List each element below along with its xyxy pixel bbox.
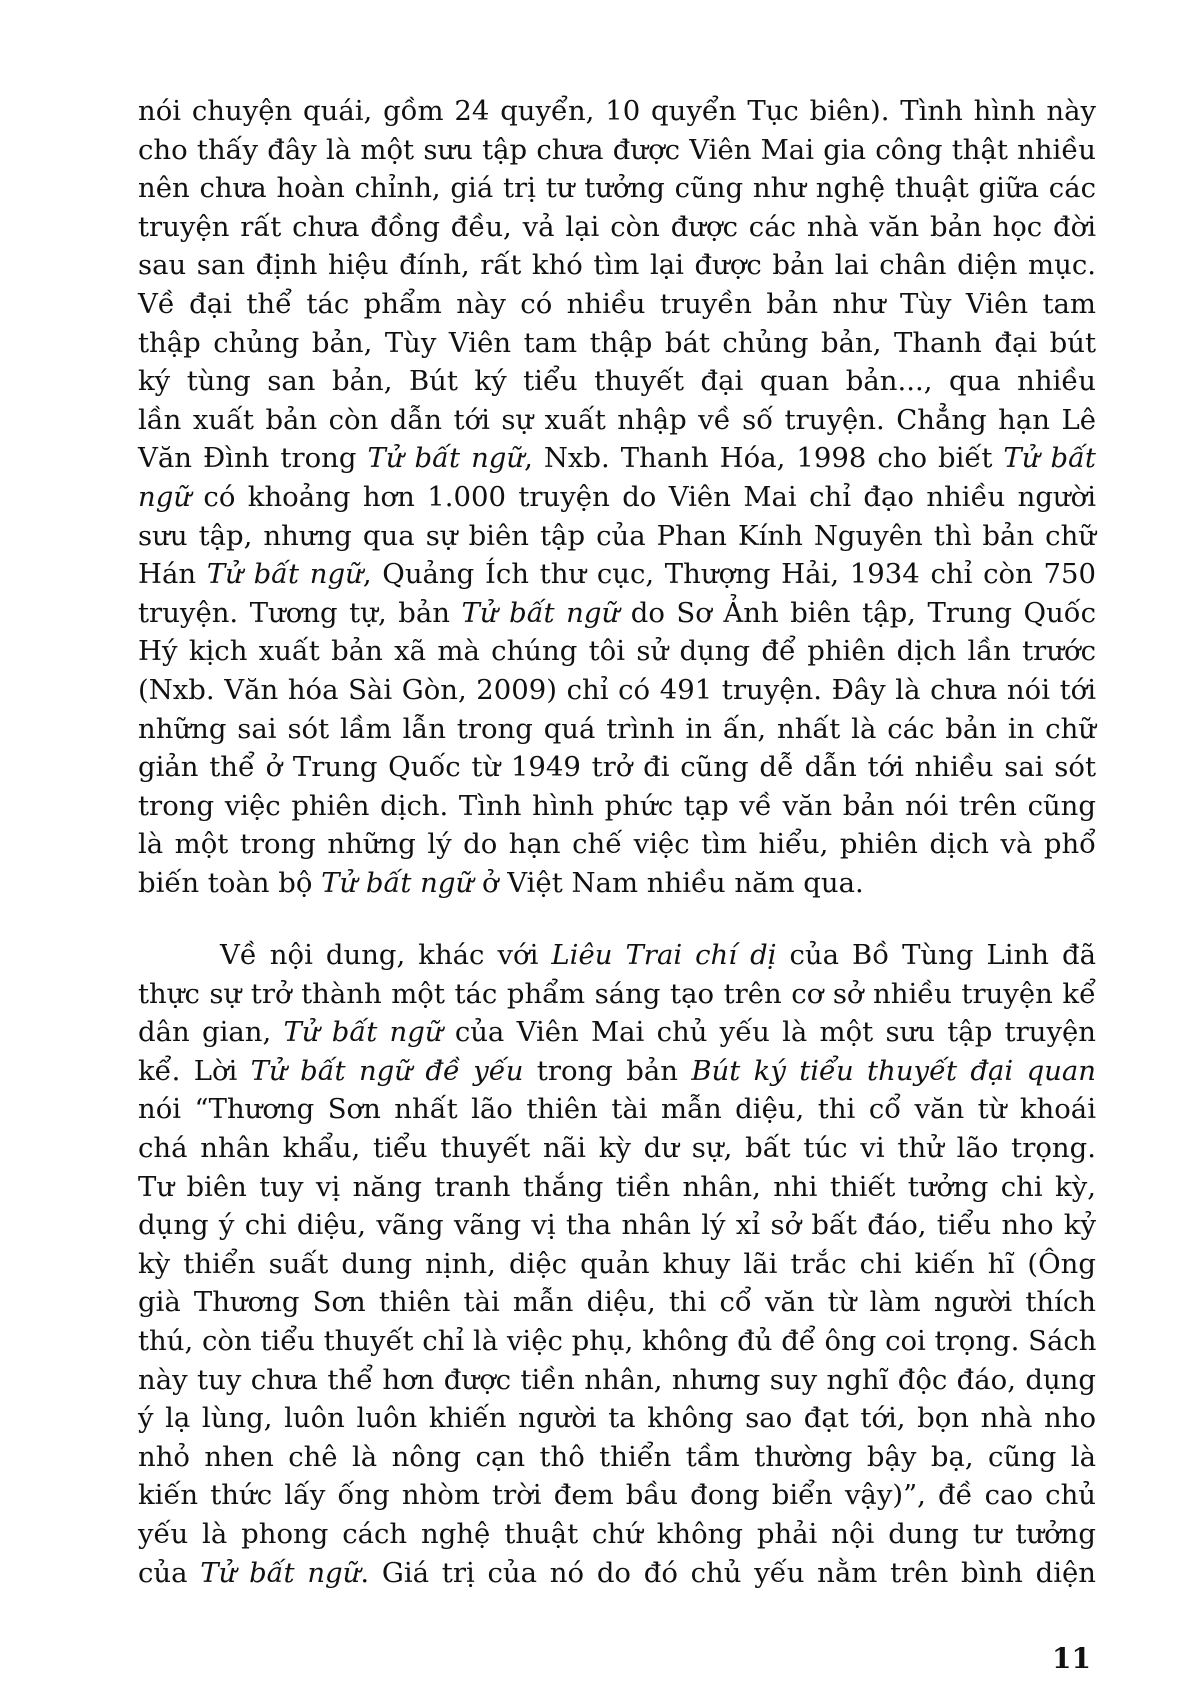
text-line: trong việc phiên dịch. Tình hình phức tạp về văn bản nói trên cũng [138, 789, 1096, 822]
text-line: kiến thức lấy ống nhòm trời đem bầu đong biển vậy)”, đề cao chủ [138, 1479, 1096, 1512]
text-line: thực sự trở thành một tác phẩm sáng tạo trên cơ sở nhiều truyện kể [138, 977, 1096, 1010]
text-line: lần xuất bản còn dẫn tới sự xuất nhập về số truyện. Chẳng hạn Lê [138, 403, 1096, 436]
text-line: yếu là phong cách nghệ thuật chứ không phải nội dung tư tưởng [138, 1517, 1096, 1550]
italic-title: Tử bất ngữ [367, 442, 525, 475]
text-line: biến toàn bộ Tử bất ngữ ở Việt Nam nhiều năm qua. [138, 866, 864, 899]
italic-title: Tử bất [1003, 442, 1096, 475]
italic-title: ngữ [138, 480, 192, 513]
italic-title: Tử bất ngữ [200, 1556, 361, 1589]
italic-title: Tử bất ngữ [206, 558, 363, 591]
text-line: Hý kịch xuất bản xã mà chúng tôi sử dụng để phiên dịch lần trước [138, 635, 1096, 668]
text-line: truyện rất chưa đồng đều, vả lại còn được các nhà văn bản học đời [138, 210, 1096, 243]
text-line: của Tử bất ngữ. Giá trị của nó do đó chủ yếu nằm trên bình diện [138, 1556, 1096, 1589]
text-line: sưu tập, nhưng qua sự biên tập của Phan Kính Nguyên thì bản chữ [138, 519, 1096, 552]
text-line: già Thương Sơn thiên tài mẫn diệu, thi cổ văn từ làm người thích [138, 1286, 1096, 1319]
italic-title: Bút ký tiểu thuyết đại quan [691, 1054, 1096, 1087]
text-line: kỳ thiển suất dung nịnh, diệc quản khuy lãi trắc chi kiến hĩ (Ông [138, 1247, 1096, 1280]
text-line: dụng ý chi diệu, vãng vãng vị tha nhân lý xỉ sở bất đáo, tiểu nho kỷ [138, 1209, 1096, 1242]
italic-title: Tử bất ngữ [283, 1016, 443, 1049]
text-line: những sai sót lầm lẫn trong quá trình in ấn, nhất là các bản in chữ [138, 712, 1096, 745]
text-line: Về nội dung, khác với Liêu Trai chí dị của Bồ Tùng Linh đã [220, 939, 1096, 971]
italic-title: Tử bất ngữ đề yếu [250, 1054, 524, 1087]
paragraph-1 [138, 92, 1096, 902]
text-line: nói chuyện quái, gồm 24 quyển, 10 quyển Tục biên). Tình hình này [138, 95, 1096, 127]
text-line: Hán Tử bất ngữ, Quảng Ích thư cục, Thượng Hải, 1934 chỉ còn 750 [138, 558, 1096, 591]
text-line: ý lạ lùng, luôn luôn khiến người ta không sao đạt tới, bọn nhà nho [138, 1402, 1096, 1435]
text-line: này tuy chưa thể hơn được tiền nhân, nhưng suy nghĩ độc đáo, dụng [138, 1363, 1096, 1396]
text-line: nhỏ nhen chê là nông cạn thô thiển tầm thường bậy bạ, cũng là [138, 1440, 1096, 1473]
paragraph-2 [138, 936, 1096, 1592]
page-number: 11 [1052, 1642, 1091, 1675]
text-line: Văn Đình trong Tử bất ngữ, Nxb. Thanh Hóa, 1998 cho biết Tử bất [138, 442, 1096, 475]
text-line: là một trong những lý do hạn chế việc tìm hiểu, phiên dịch và phổ [138, 828, 1096, 861]
text-line: Tư biên tuy vị năng tranh thắng tiền nhân, nhi thiết tưởng chi kỳ, [138, 1170, 1096, 1203]
text-line: (Nxb. Văn hóa Sài Gòn, 2009) chỉ có 491 truyện. Đây là chưa nói tới [138, 673, 1096, 706]
text-line: Về đại thể tác phẩm này có nhiều truyền bản như Tùy Viên tam [138, 287, 1096, 320]
text-line: dân gian, Tử bất ngữ của Viên Mai chủ yếu là một sưu tập truyện [138, 1016, 1096, 1049]
text-line: chá nhân khẩu, tiểu thuyết nãi kỳ dư sự, bất túc vi thử lão trọng. [138, 1131, 1096, 1164]
text-line: nói “Thương Sơn nhất lão thiên tài mẫn diệu, thi cổ văn từ khoái [138, 1093, 1096, 1126]
text-line: ngữ có khoảng hơn 1.000 truyện do Viên Mai chỉ đạo nhiều người [138, 480, 1096, 513]
text-line: giản thể ở Trung Quốc từ 1949 trở đi cũng dễ dẫn tới nhiều sai sót [138, 751, 1096, 784]
text-line: kể. Lời Tử bất ngữ đề yếu trong bản Bút ký tiểu thuyết đại quan [138, 1054, 1096, 1087]
text-line: nên chưa hoàn chỉnh, giá trị tư tưởng cũng như nghệ thuật giữa các [138, 172, 1096, 205]
text-line: sau san định hiệu đính, rất khó tìm lại được bản lai chân diện mục. [138, 249, 1096, 282]
italic-title: Tử bất ngữ [461, 596, 620, 629]
text-line: thú, còn tiểu thuyết chỉ là việc phụ, không đủ để ông coi trọng. Sách [138, 1324, 1097, 1357]
italic-title: Tử bất ngữ [321, 866, 474, 899]
text-line: ký tùng san bản, Bút ký tiểu thuyết đại quan bản..., qua nhiều [138, 365, 1096, 398]
text-line: cho thấy đây là một sưu tập chưa được Viên Mai gia công thật nhiều [138, 133, 1096, 166]
italic-title: Liêu Trai chí dị [551, 939, 777, 971]
text-line: truyện. Tương tự, bản Tử bất ngữ do Sơ Ảnh biên tập, Trung Quốc [138, 596, 1097, 629]
text-line: thập chủng bản, Tùy Viên tam thập bát chủng bản, Thanh đại bút [138, 326, 1096, 359]
